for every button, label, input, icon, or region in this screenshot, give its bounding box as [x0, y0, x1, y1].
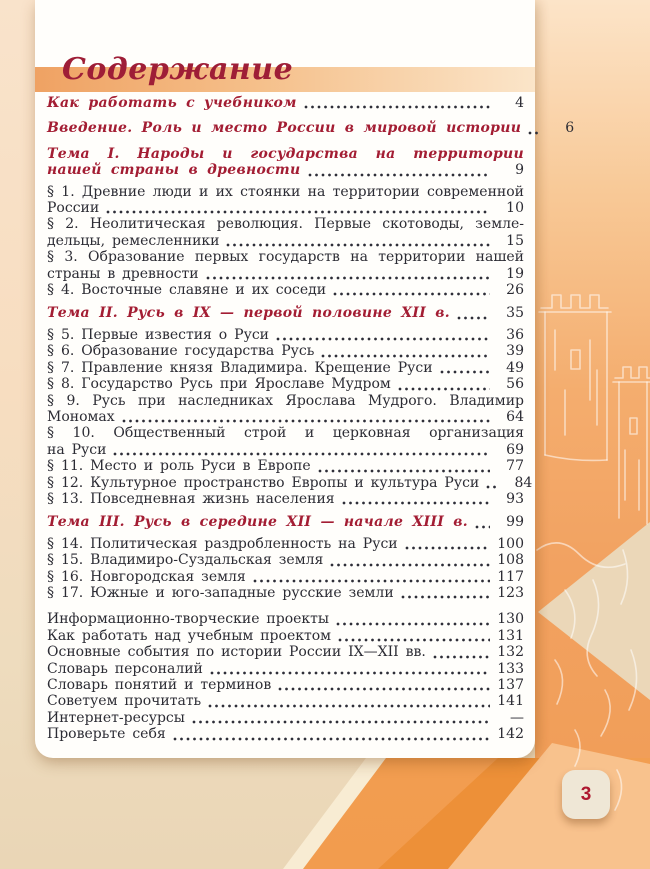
toc-entry-line: Тема I. Народы и государства на территории [47, 145, 524, 162]
toc-page-number: 6 [565, 120, 575, 137]
toc-entry [47, 95, 524, 111]
toc-page-number: 39 [506, 343, 524, 360]
toc-entry-last-line [47, 327, 524, 343]
toc-entry-last-line [47, 677, 524, 693]
toc-page-number: 137 [497, 677, 524, 693]
toc-entry [47, 343, 524, 359]
toc-entry [47, 327, 524, 343]
toc-entry-text: § 5. Первые известия о Руси [47, 326, 270, 343]
toc-page-number: 84 [514, 474, 533, 491]
toc-entry [47, 474, 533, 491]
toc-page-number: 19 [506, 265, 524, 282]
toc-entry-last-line [47, 644, 524, 660]
toc-entry-last-line [47, 661, 524, 677]
dot-leader [342, 493, 490, 505]
toc-page-number: 77 [506, 458, 524, 475]
dot-leader [206, 268, 490, 280]
toc-entry [47, 569, 524, 585]
toc-entry-last-line [47, 474, 533, 491]
dot-leader [253, 571, 490, 583]
toc-entry [47, 360, 524, 376]
toc-entry-last-line [47, 536, 524, 552]
toc-entry-last-line [47, 585, 524, 601]
toc-page-number: 64 [506, 408, 524, 425]
toc-entry-last-line [47, 710, 524, 726]
toc-entry-last-line [47, 458, 524, 474]
toc-entry-text: § 15. Владимиро-Суздальская земля [47, 552, 324, 569]
toc-entry-last-line [47, 200, 524, 216]
toc-page-number: 69 [506, 441, 524, 458]
toc-page-number: 132 [497, 644, 524, 661]
page-title: Содержание [62, 52, 294, 87]
dot-leader [338, 630, 490, 642]
toc-entry-text: Проверьте себя [47, 726, 166, 743]
toc-entry-text: § 13. Повседневная жизнь населения [47, 490, 335, 507]
toc-entry-last-line [47, 514, 524, 530]
toc-entry-last-line [47, 376, 524, 392]
toc-entry [47, 552, 524, 568]
toc-entry [47, 458, 524, 474]
toc-page-number: 4 [515, 95, 524, 111]
dot-leader [208, 696, 490, 708]
toc-entry [47, 216, 524, 249]
toc-page-number: 49 [506, 359, 524, 376]
dot-leader [330, 555, 490, 567]
toc-entry [47, 585, 524, 601]
dot-leader [113, 444, 490, 456]
toc-entry [47, 282, 524, 298]
toc-page-number: 35 [506, 305, 524, 322]
toc-page-number: 100 [497, 535, 524, 552]
toc-page-number: 133 [497, 660, 524, 677]
toc-entry-text: § 17. Южные и юго-западные русские земли [47, 584, 394, 601]
toc-entry-line: § 1. Древние люди и их стоянки на территории современной [47, 183, 524, 200]
toc-entry-line: § 3. Образование первых государств на территории нашей [47, 249, 524, 266]
page-number: 3 [580, 783, 592, 805]
toc-entry [47, 305, 524, 321]
toc-page-number: 142 [497, 726, 524, 743]
toc-entry-text: Как работать с учебником [47, 95, 297, 111]
toc-entry [47, 536, 524, 552]
toc-entry [47, 249, 524, 282]
toc-entry-text: Мономах [47, 408, 115, 425]
toc-page-number: 10 [506, 200, 524, 217]
toc-entry [47, 425, 524, 458]
toc-entry [47, 611, 524, 627]
toc-entry-text: нашей страны в древности [47, 162, 301, 179]
toc-entry-last-line [47, 569, 524, 585]
toc-entry-text: Основные события по истории России IX—XII вв. [47, 644, 426, 661]
dot-leader [398, 379, 490, 391]
toc-page-number: 36 [506, 326, 524, 343]
toc-entry-last-line [47, 409, 524, 425]
dot-leader [308, 165, 490, 177]
toc-entry-last-line [47, 552, 524, 568]
toc-entry-line: § 2. Неолитическая революция. Первые скотоводы, земле- [47, 216, 524, 233]
toc-page-number: 15 [506, 232, 524, 249]
toc-page-number: 93 [506, 490, 524, 507]
dot-leader [401, 587, 490, 599]
dot-leader [122, 411, 490, 423]
toc-page-number: 130 [497, 611, 524, 628]
toc-entry-text: страны в древности [47, 265, 199, 282]
toc-entry [47, 628, 524, 644]
toc-entry [47, 184, 524, 217]
toc-entry [47, 661, 524, 677]
toc-entry-text: Введение. Роль и место России в мировой истории [47, 120, 522, 137]
toc-entry-text: на Руси [47, 441, 107, 458]
toc-entry-text: Словарь понятий и терминов [47, 677, 272, 693]
toc-entry-line: § 10. Общественный строй и церковная организация [47, 425, 524, 442]
toc-page-number: 108 [497, 552, 524, 569]
toc-entry-last-line [47, 343, 524, 359]
toc-entry [47, 677, 524, 693]
toc-entry-last-line [47, 611, 524, 627]
toc-entry-line: § 9. Русь при наследниках Ярослава Мудрого. Владимир [47, 392, 524, 409]
toc-entry-last-line [47, 282, 524, 298]
toc-list [47, 95, 575, 743]
dot-leader [333, 284, 490, 296]
dot-leader [336, 614, 490, 626]
toc-entry-text: § 14. Политическая раздробленность на Руси [47, 535, 398, 552]
toc-entry-text: Словарь персоналий [47, 660, 203, 677]
dot-leader [405, 538, 490, 550]
dot-leader [304, 97, 490, 109]
dot-leader [321, 346, 490, 358]
dot-leader [210, 663, 490, 675]
toc-entry-last-line [47, 120, 575, 137]
toc-entry [47, 514, 524, 530]
dot-leader [457, 308, 490, 320]
dot-leader [106, 202, 490, 214]
toc-entry-text: § 4. Восточные славяне и их соседи [47, 282, 327, 299]
toc-entry-text: Тема II. Русь в IX — первой половине XII в. [47, 305, 450, 322]
dot-leader [475, 517, 490, 529]
dot-leader [528, 123, 540, 135]
toc-entry [47, 120, 575, 137]
toc-entry-last-line [47, 305, 524, 321]
toc-page-number: 117 [497, 568, 524, 585]
toc-entry-text: § 12. Культурное пространство Европы и культура Руси [47, 474, 480, 491]
dot-leader [226, 235, 490, 247]
toc-entry [47, 726, 524, 742]
toc-entry [47, 376, 524, 392]
toc-entry-last-line [47, 162, 524, 178]
content-panel [35, 0, 575, 758]
toc-page-number: 56 [506, 376, 524, 393]
toc-entry-text: Советуем прочитать [47, 693, 202, 710]
toc-page-number: 9 [515, 162, 524, 179]
toc-entry-text: Интернет-ресурсы [47, 709, 185, 726]
toc-entry-last-line [47, 726, 524, 742]
toc-entry-last-line [47, 233, 524, 249]
toc-entry-last-line [47, 628, 524, 644]
toc-entry-text: § 7. Правление князя Владимира. Крещение Руси [47, 359, 433, 376]
dot-leader [486, 477, 498, 489]
toc-entry-text: Как работать над учебным проектом [47, 627, 332, 644]
toc-entry-text: дельцы, ремесленники [47, 232, 220, 249]
dot-leader [192, 712, 490, 724]
toc-entry [47, 491, 524, 507]
toc-page-number: — [510, 709, 524, 726]
toc-entry [47, 693, 524, 709]
toc-page-number: 131 [497, 627, 524, 644]
toc-entry-text: России [47, 200, 100, 217]
toc-page-number: 99 [506, 514, 524, 531]
dot-leader [318, 461, 490, 473]
toc-page-number: 123 [497, 584, 524, 601]
toc-entry-text: Тема III. Русь в середине XII — начале XIII в. [47, 514, 468, 531]
toc-entry [47, 393, 524, 426]
dot-leader [433, 647, 490, 659]
toc-entry-last-line [47, 491, 524, 507]
toc-entry-text: § 16. Новгородская земля [47, 568, 246, 585]
toc-entry-text: Информационно-творческие проекты [47, 611, 330, 628]
toc-entry-last-line [47, 95, 524, 111]
toc-entry-text: § 8. Государство Русь при Ярославе Мудром [47, 376, 391, 393]
toc-entry [47, 644, 524, 660]
toc-entry-last-line [47, 360, 524, 376]
toc-entry-last-line [47, 693, 524, 709]
toc-page-number: 141 [497, 693, 524, 710]
toc-page-number: 26 [506, 282, 524, 299]
page-number-badge [562, 770, 610, 819]
toc-entry [47, 146, 524, 179]
dot-leader [276, 329, 490, 341]
toc-entry-last-line [47, 442, 524, 458]
dot-leader [278, 679, 490, 691]
dot-leader [440, 362, 490, 374]
toc-entry-last-line [47, 266, 524, 282]
dot-leader [173, 729, 490, 741]
toc-entry [47, 710, 524, 726]
toc-entry-text: § 11. Место и роль Руси в Европе [47, 458, 311, 475]
toc-entry-text: § 6. Образование государства Русь [47, 343, 315, 360]
